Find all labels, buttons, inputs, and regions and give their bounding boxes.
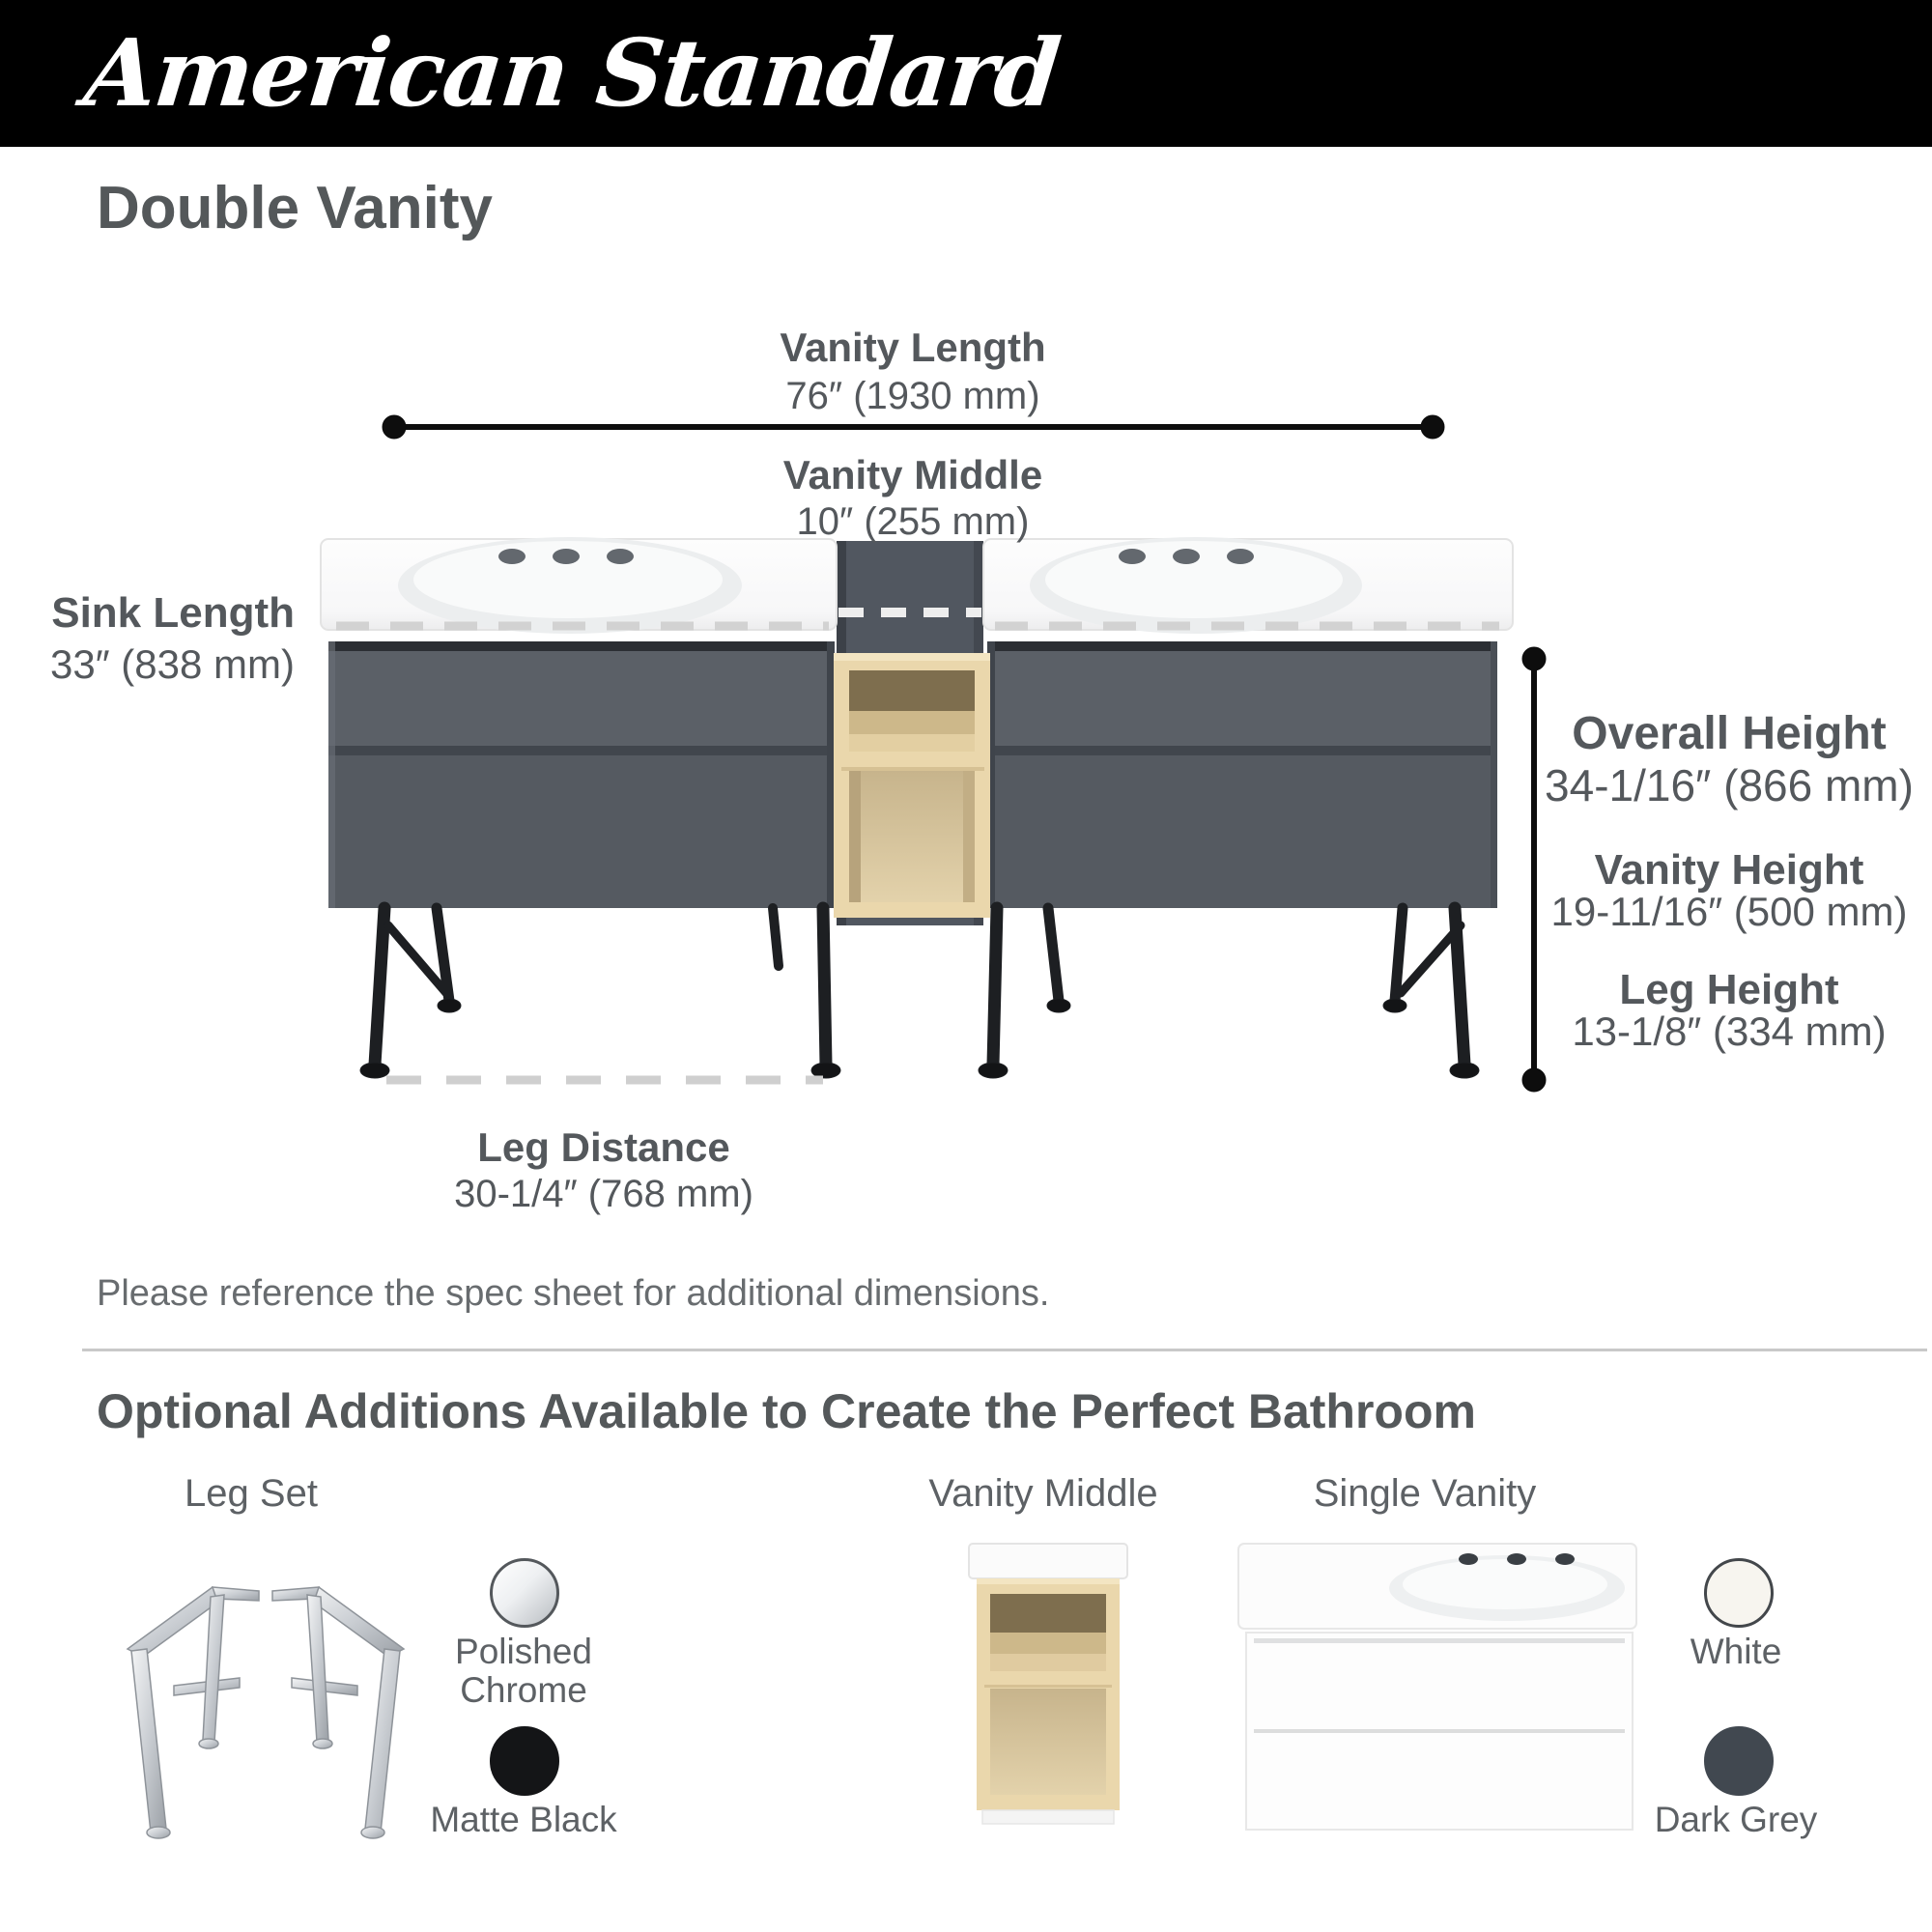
dark-grey-swatch bbox=[1704, 1726, 1774, 1796]
overall-height-value: 34-1/16″ (866 mm) bbox=[1545, 760, 1914, 810]
left-countertop bbox=[321, 537, 837, 634]
leg-distance-label: Leg Distance bbox=[477, 1124, 730, 1170]
sink-length-label: Sink Length bbox=[51, 589, 295, 637]
leg-height-value: 13-1/8″ (334 mm) bbox=[1572, 1009, 1887, 1054]
leg-height-label: Leg Height bbox=[1619, 966, 1839, 1013]
vanity-middle-option-title: Vanity Middle bbox=[928, 1472, 1158, 1515]
page-title: Double Vanity bbox=[97, 175, 493, 242]
optional-additions-heading: Optional Additions Available to Create the Perfect Bathroom bbox=[97, 1384, 1476, 1438]
spec-note: Please reference the spec sheet for additional dimensions. bbox=[97, 1273, 1050, 1314]
vanity-height-label: Vanity Height bbox=[1594, 846, 1864, 894]
overall-height-label: Overall Height bbox=[1572, 708, 1887, 759]
single-vanity-title: Single Vanity bbox=[1313, 1472, 1537, 1515]
vanity-middle-label: Vanity Middle bbox=[782, 452, 1043, 497]
vanity-length-dimension-line bbox=[383, 415, 1444, 439]
matte-black-label: Matte Black bbox=[430, 1800, 617, 1839]
legs bbox=[360, 908, 1479, 1078]
leg-set-title: Leg Set bbox=[185, 1472, 318, 1515]
single-vanity-image bbox=[1225, 1536, 1650, 1845]
vanity-middle-image bbox=[961, 1536, 1135, 1840]
leg-set-image bbox=[116, 1541, 415, 1860]
dark-grey-label: Dark Grey bbox=[1654, 1800, 1818, 1839]
section-divider bbox=[82, 1349, 1927, 1351]
right-countertop bbox=[983, 537, 1513, 634]
vanity-height-value: 19-11/16″ (500 mm) bbox=[1550, 889, 1908, 934]
white-label: White bbox=[1690, 1632, 1782, 1671]
polished-chrome-swatch bbox=[490, 1558, 559, 1628]
vanity-length-value: 76″ (1930 mm) bbox=[785, 375, 1040, 417]
polished-chrome-label: Polished Chrome bbox=[455, 1632, 592, 1710]
left-cabinet bbox=[328, 641, 835, 908]
middle-wood-cabinet bbox=[834, 653, 990, 918]
vanity-length-label: Vanity Length bbox=[780, 325, 1046, 370]
brand-logo: American Standard bbox=[79, 18, 1064, 128]
leg-distance-value: 30-1/4″ (768 mm) bbox=[454, 1173, 753, 1215]
sink-length-value: 33″ (838 mm) bbox=[50, 641, 295, 687]
white-swatch bbox=[1704, 1558, 1774, 1628]
vanity-middle-value: 10″ (255 mm) bbox=[796, 500, 1030, 543]
right-cabinet bbox=[987, 641, 1497, 908]
matte-black-swatch bbox=[490, 1726, 559, 1796]
